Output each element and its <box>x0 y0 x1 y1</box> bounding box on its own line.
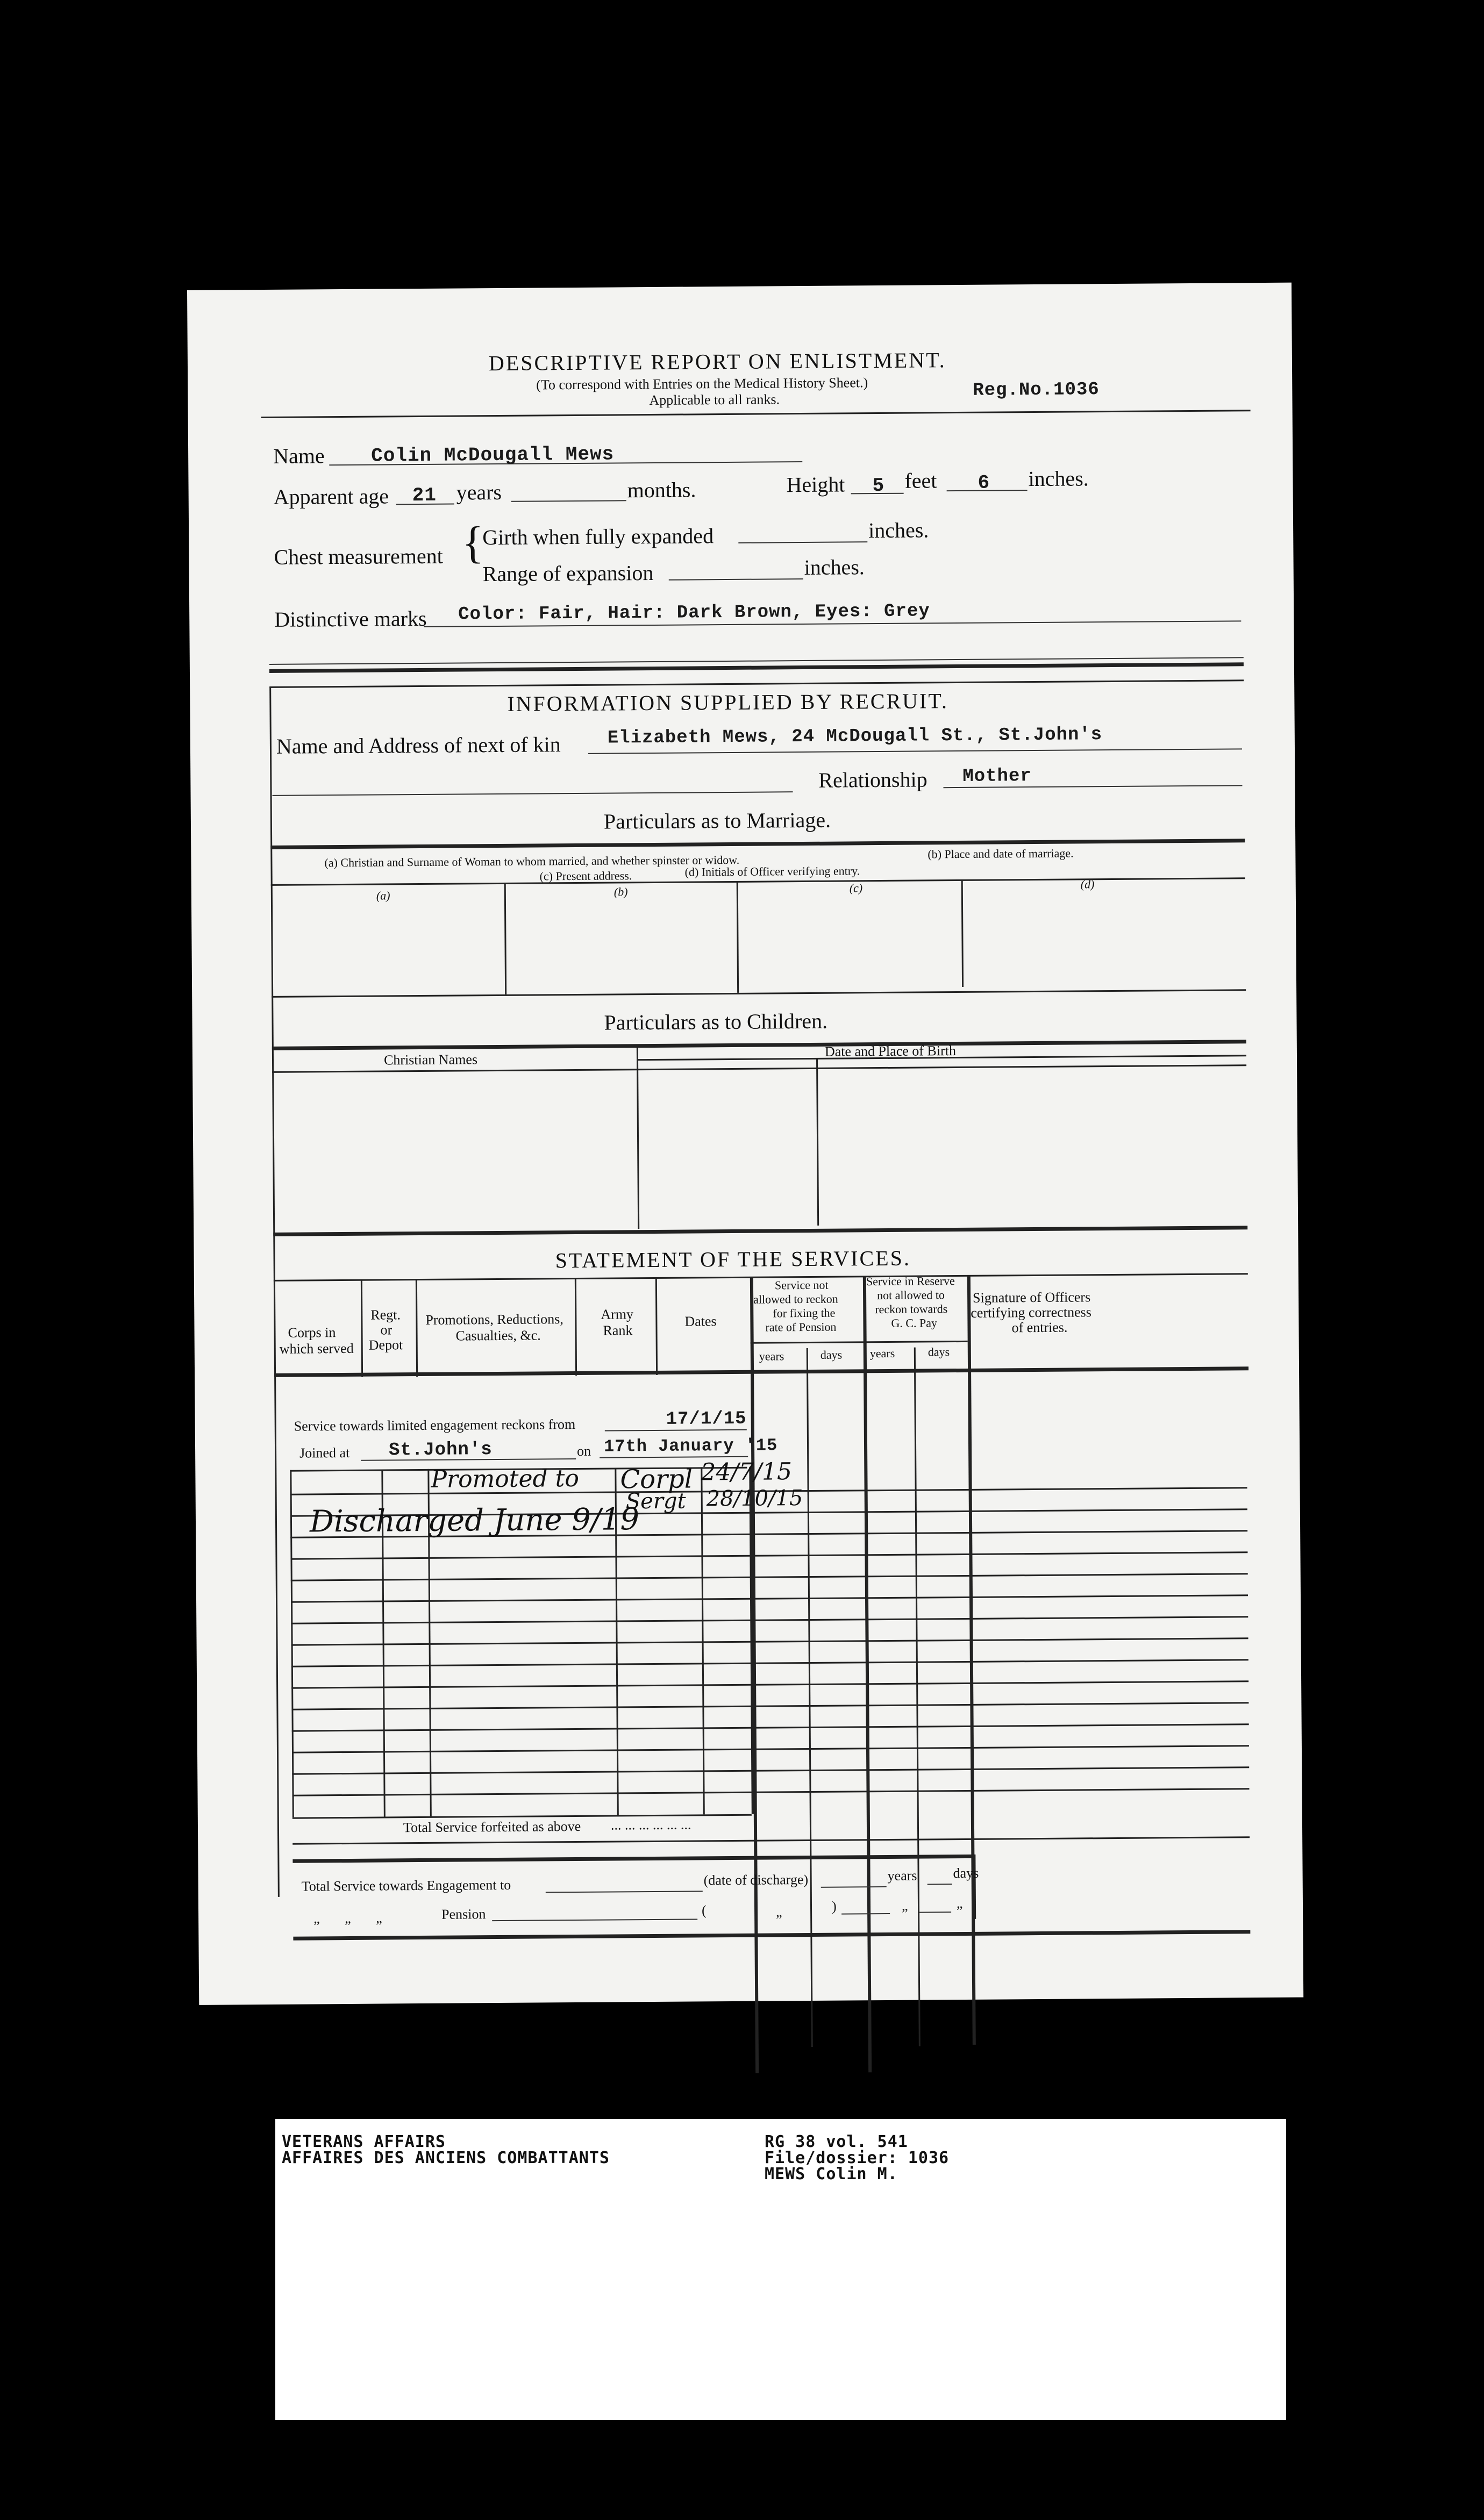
marriage-instruction-2: (c) Present address. <box>539 869 632 883</box>
rank-entry-2: Sergt <box>625 1488 686 1514</box>
marriage-instruction-2b: (d) Initials of Officer verifying entry. <box>684 864 860 879</box>
total-years: years <box>887 1867 917 1884</box>
height-feet-value: 5 <box>872 474 885 497</box>
joined-label: Joined at <box>299 1444 350 1461</box>
pension-paren-ditto: „ <box>775 1904 782 1920</box>
col-reserve-days: days <box>928 1345 950 1359</box>
col-pension-years: years <box>759 1349 784 1363</box>
col-pension-2: allowed to reckon <box>753 1292 838 1306</box>
archive-label <box>275 2119 1286 2420</box>
total-days: days <box>953 1865 979 1881</box>
form-applicable: Applicable to all ranks. <box>649 391 780 409</box>
relationship-label: Relationship <box>818 767 928 792</box>
marriage-instruction-1b: (b) Place and date of marriage. <box>928 846 1074 861</box>
form-title: DESCRIPTIVE REPORT ON ENLISTMENT. <box>488 348 946 376</box>
col-regt-3: Depot <box>368 1337 403 1353</box>
pension-tail-1: „ <box>901 1898 908 1914</box>
joined-on: on <box>576 1443 591 1459</box>
reg-number: Reg.No.1036 <box>973 380 1100 401</box>
col-pension-4: rate of Pension <box>765 1320 837 1334</box>
col-promotions-2: Casualties, &c. <box>455 1327 541 1344</box>
col-army-rank-2: Rank <box>603 1322 633 1338</box>
height-label: Height <box>786 472 845 497</box>
archive-line1-right: RG 38 vol. 541 <box>765 2132 908 2151</box>
services-heading: STATEMENT OF THE SERVICES. <box>555 1245 911 1273</box>
forfeited-dots: ... ... ... ... ... ... <box>610 1816 691 1833</box>
months-label: months. <box>627 477 696 503</box>
next-of-kin-label: Name and Address of next of kin <box>276 732 561 758</box>
col-reserve-2: not allowed to <box>876 1288 945 1302</box>
apparent-age-label: Apparent age <box>273 484 389 509</box>
recruit-heading: INFORMATION SUPPLIED BY RECRUIT. <box>507 689 949 716</box>
range-inches: inches. <box>804 555 865 580</box>
col-reserve-3: reckon towards <box>875 1302 948 1316</box>
reckons-label: Service towards limited engagement reckons from <box>294 1416 576 1434</box>
col-signature-2: certifying correctness <box>971 1304 1091 1321</box>
col-promotions-1: Promotions, Reductions, <box>425 1311 563 1328</box>
distinctive-marks-label: Distinctive marks <box>274 606 427 632</box>
title-rule <box>261 410 1251 418</box>
archive-line3-right: MEWS Colin M. <box>765 2165 898 2183</box>
pension-paren-close: ) <box>831 1898 837 1914</box>
marriage-col-b: (b) <box>613 885 628 899</box>
marriage-instruction-1: (a) Christian and Surname of Woman to whom married, and whether spinster or widow. <box>324 853 740 870</box>
children-col-names: Christian Names <box>383 1051 478 1068</box>
chest-label: Chest measurement <box>274 543 443 569</box>
col-army-rank-1: Army <box>601 1306 634 1322</box>
relationship-value: Mother <box>962 766 1032 787</box>
col-reserve-years: years <box>869 1346 895 1361</box>
col-pension-days: days <box>820 1348 843 1362</box>
pension-ditto: „ „ „ <box>313 1910 382 1927</box>
pension-label: Pension <box>441 1906 486 1922</box>
name-label: Name <box>273 443 325 468</box>
col-corps-2: which served <box>279 1340 354 1357</box>
years-label: years <box>456 479 502 505</box>
col-reserve-4: G. C. Pay <box>891 1316 938 1330</box>
marriage-heading: Particulars as to Marriage. <box>603 807 831 834</box>
archive-line1-left: VETERANS AFFAIRS <box>282 2132 446 2151</box>
archive-line2-right: File/dossier: 1036 <box>765 2149 950 2167</box>
col-pension-1: Service not <box>774 1278 829 1292</box>
pension-tail-2: „ <box>956 1895 963 1912</box>
joined-date: 17th January '15 <box>603 1435 778 1457</box>
col-corps-1: Corps in <box>288 1325 336 1341</box>
children-heading: Particulars as to Children. <box>604 1008 828 1035</box>
inches-label: inches. <box>1028 466 1089 491</box>
rank-entry-1: Corpl <box>620 1464 693 1495</box>
col-reserve-1: Service in Reserve <box>866 1274 955 1288</box>
girth-label: Girth when fully expanded <box>482 524 714 550</box>
col-pension-3: for fixing the <box>773 1306 836 1320</box>
next-of-kin-value: Elizabeth Mews, 24 McDougall St., St.John's <box>607 725 1103 749</box>
date-of-discharge: (date of discharge) <box>703 1872 809 1888</box>
date-entry-2: 28/10/15 <box>706 1486 803 1512</box>
name-value: Colin McDougall Mews <box>371 443 615 467</box>
total-service-label: Total Service towards Engagement to <box>301 1877 511 1894</box>
girth-inches: inches. <box>868 518 929 543</box>
col-dates: Dates <box>684 1313 717 1329</box>
joined-place: St.John's <box>388 1440 493 1461</box>
col-regt-1: Regt. <box>370 1307 401 1323</box>
feet-label: feet <box>904 468 937 493</box>
range-label: Range of expansion <box>482 560 654 586</box>
col-signature-3: of entries. <box>1011 1319 1068 1336</box>
form-subtitle: (To correspond with Entries on the Medical History Sheet.) <box>536 375 868 393</box>
section-rule <box>269 662 1244 673</box>
marriage-col-c: (c) <box>849 881 863 895</box>
chest-brace: { <box>461 518 484 568</box>
col-signature-1: Signature of Officers <box>973 1289 1091 1306</box>
height-inches-value: 6 <box>978 471 990 494</box>
col-regt-2: or <box>380 1322 393 1338</box>
forfeited-label: Total Service forfeited as above <box>403 1818 581 1836</box>
marriage-col-d: (d) <box>1080 877 1095 891</box>
age-years-value: 21 <box>412 484 437 507</box>
pension-paren-open: ( <box>701 1902 707 1918</box>
enlistment-form <box>187 283 1303 2005</box>
discharged-entry: Discharged June 9/19 <box>309 1502 640 1540</box>
archive-line2-left: AFFAIRES DES ANCIENS COMBATTANTS <box>282 2149 610 2167</box>
date-entry-1: 24/7/15 <box>701 1458 793 1486</box>
promoted-entry: Promoted to <box>431 1464 580 1493</box>
children-col-birth: Date and Place of Birth <box>824 1043 957 1059</box>
distinctive-marks-value: Color: Fair, Hair: Dark Brown, Eyes: Grey <box>458 601 930 625</box>
marriage-col-a: (a) <box>376 889 390 903</box>
reckons-value: 17/1/15 <box>666 1408 747 1430</box>
